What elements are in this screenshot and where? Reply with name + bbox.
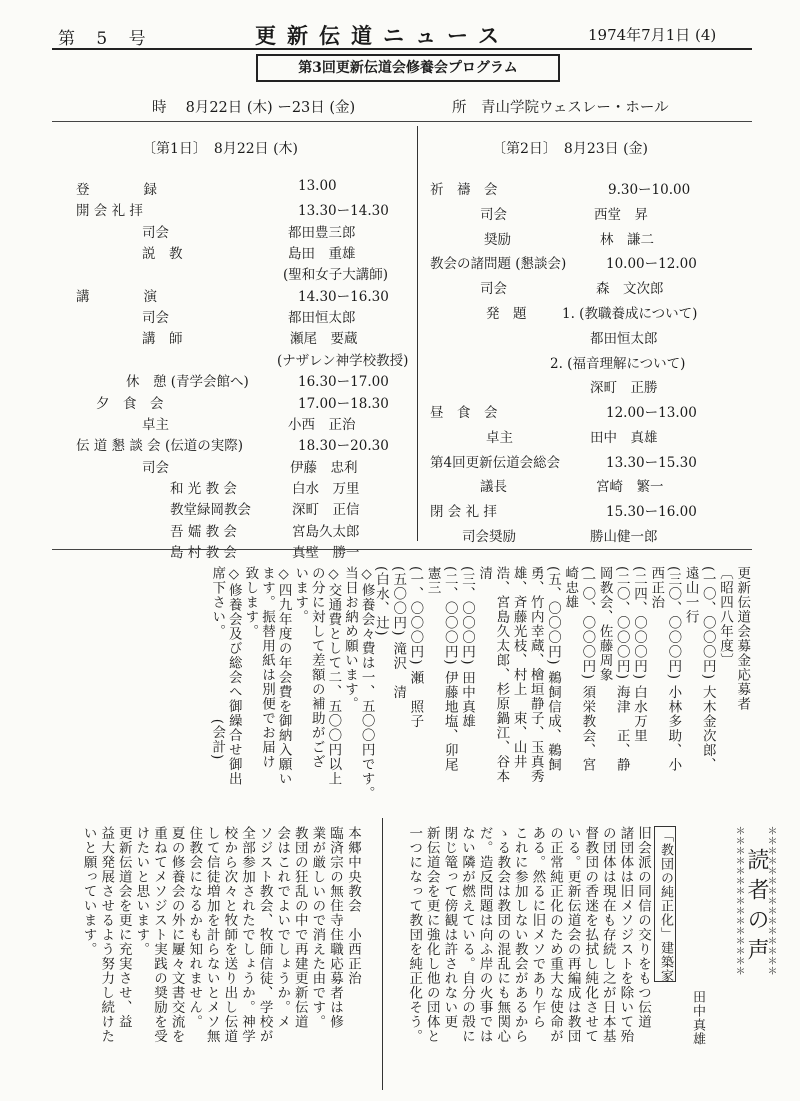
article2-column: いと願っています。 (80, 826, 97, 957)
article2-column: けたいと思います。 (133, 826, 150, 957)
day1-row-value: 13.00 (298, 178, 337, 194)
donations-column: 〔昭四八年度〕 (716, 566, 733, 668)
day1-row-label: 説 教 (142, 246, 183, 262)
day1-row-value: 18.30ー20.30 (298, 438, 389, 454)
article2-column: 校から次々と牧師を送り出し伝道 (221, 826, 238, 1044)
article2-column: 臨済宗の無住寺住職応募者は修 (327, 826, 343, 1029)
day1-row-value: 瀬尾 要蔵 (290, 331, 358, 347)
notices-column: います。 (292, 566, 309, 624)
article2-column: ソジスト教会、牧師信徒、学校が (256, 826, 273, 1044)
donations-column: (一、〇〇〇円) 瀬 照子 (407, 566, 424, 729)
day1-row-value: 伊藤 忠利 (290, 460, 358, 476)
issue-date: 1974年7月1日 (4) (588, 26, 717, 44)
article-divider (382, 818, 383, 1090)
notices-column: ◇修養会々費は一、五〇〇円です。 (358, 566, 375, 801)
day1-row-value: (聖和女子大講師) (283, 267, 389, 283)
article1-author: 田中真雄 (690, 990, 705, 1046)
donations-column: (白水、辻) (372, 566, 389, 637)
donations-column: 雄、斉藤光枝、村上 束、山井 (510, 566, 527, 769)
day2-row-value: 宮崎 繁一 (596, 479, 664, 495)
donations-column: 西正治 (648, 566, 665, 610)
donations-column: (一〇、〇〇〇円) 須栄教会、宮 (579, 566, 596, 773)
article1-column: 閉じ篭って傍観は許されない更 (441, 826, 458, 1029)
day2-row-label: 司会 (480, 281, 507, 297)
day2-row-value: 森 文次郎 (596, 281, 664, 297)
day2-row-label: 奨励 (484, 232, 511, 248)
day1-row-label: 伝 道 懇 談 会 (伝道の実際) (76, 438, 243, 454)
day1-row-label: 夕 食 会 (96, 396, 164, 412)
article2-column: 更新伝道会を更に充実させ、益 (115, 826, 132, 1029)
article1-column: いる。更新伝道会の再編成は教団 (564, 826, 581, 1044)
day2-row-value: 深町 正勝 (590, 380, 658, 396)
day1-row-value: (ナザレン神学校教授) (277, 353, 409, 369)
donations-column: 勇、竹内幸蔵、檜垣静子、玉真秀 (527, 566, 544, 784)
day1-row-label: 司会 (142, 460, 169, 476)
donations-column: (三〇、〇〇〇円) 小林多助、小 (665, 566, 682, 773)
day2-row-value: 13.30ー15.30 (606, 455, 697, 471)
day1-row-value: 白水 万里 (292, 481, 360, 497)
article2-column: 業が厳しいので消えた由です。 (309, 826, 326, 1029)
article2-column: 会はこれでよいでしょうか。メ (274, 826, 291, 1029)
notices-column: 致します。 (242, 566, 259, 639)
day1-row-value: 17.00ー18.30 (298, 396, 389, 412)
article1-column: 諸団体は旧メソジストを除いて殆 (617, 826, 634, 1044)
day-divider (417, 126, 418, 541)
day1-row-label: 講 演 (76, 289, 157, 305)
day2-row-value: 勝山健一郎 (590, 529, 658, 545)
article1-column: だ。造反問題は向ふ岸の火事では (476, 826, 493, 1044)
notices-column: の分に対して差額の補助がござ (308, 566, 325, 769)
article1-column: 旧会派の同信の交りをもつ伝道 (635, 826, 651, 1029)
day2-row-label: 祈 禱 会 (430, 182, 498, 198)
day1-row-label: 講 師 (142, 331, 183, 347)
day1-row-value: 16.30ー17.00 (298, 374, 389, 390)
day1-row-value: 13.30ー14.30 (298, 203, 389, 219)
article1-column: 一つになって教団を純正化そう。 (406, 826, 423, 1044)
donations-column: 浩、宮島久太郎、杉原鍋江、谷本 (493, 566, 510, 784)
article1-column: の団体は現在も存続し之が日本基 (599, 826, 616, 1044)
donations-column: (二、〇〇〇円) 伊藤地塩、卯尾 (441, 566, 458, 773)
day1-row-label: 卓主 (142, 417, 169, 433)
day2-row-label: 卓主 (486, 430, 513, 446)
donations-column: 更新伝道会募金応募者 (734, 566, 751, 711)
donations-column: (二〇、〇〇〇円) 海津 正、静 (613, 566, 630, 773)
day1-row-label: 和 光 教 会 (170, 481, 237, 497)
day1-row-value: 深町 正信 (292, 502, 360, 518)
section-rule (52, 549, 752, 550)
notices-column: ◇修養会及び総会へ御繰合せ御出 (225, 566, 242, 786)
place-line: 所 青山学院ウェスレー・ホール (452, 100, 669, 116)
article1-column: 新伝道会を更に強化し他の団体と (423, 826, 440, 1044)
article1-column: ない隣が燃えている。自分の殻に (459, 826, 475, 1044)
day2-heading: 〔第2日〕 8月23日 (金) (492, 141, 649, 157)
day1-row-value: 小西 正治 (288, 417, 356, 433)
article2-column: 全部参加されたでしょうか。神学 (239, 826, 255, 1044)
article1-column: ゝる教会は教団の混乱にも無関心 (494, 826, 511, 1044)
notices-column: ◇四九年度の年会費を御納入願い (275, 566, 292, 786)
star-border-right: ＊＊＊＊＊＊＊＊＊＊＊＊＊＊＊ (765, 826, 776, 976)
donations-column: 崎忠雄 (562, 566, 579, 610)
donations-column: 憲三 (424, 566, 441, 595)
donations-column: 遠山一行 (682, 566, 699, 624)
day1-row-label: 吾 嬬 教 会 (170, 524, 237, 540)
day1-row-value: 島田 重雄 (288, 246, 356, 262)
program-title: 第3回更新伝道会修養会プログラム (256, 54, 560, 82)
day2-row-label: 閉 会 礼 拝 (430, 504, 497, 520)
donations-column: (二四、〇〇〇円) 白水万里 (630, 566, 647, 744)
day2-row-label: 昼 食 会 (430, 405, 498, 421)
article2-column: 教団の狂乱の中で再建更新伝道 (291, 826, 308, 1029)
day2-row-value: 都田恒太郎 (590, 331, 658, 347)
donations-column: (五、〇〇〇円) 鵜飼信成、鵜飼 (544, 566, 561, 773)
day1-row-value: 14.30ー16.30 (298, 289, 389, 305)
issue-number: 第 5 号 (58, 29, 154, 49)
article2-column: して信徒増加を計らないとメソ無 (203, 826, 220, 1044)
day1-heading: 〔第1日〕 8月22日 (木) (142, 141, 299, 157)
day2-row-value: 12.00ー13.00 (606, 405, 697, 421)
day1-row-label: 司会 (142, 310, 169, 326)
donations-column: 清 (476, 566, 493, 581)
article1-column: の正常純正化のため重大な使命が (547, 826, 563, 1044)
article2-column: 重ねてメソジスト実践の奨励を受 (151, 826, 167, 1044)
day1-row-value: 都田恒太郎 (288, 310, 356, 326)
day2-row-label: 司会奨励 (462, 529, 516, 545)
day2-row-value: 2. (福音理解について) (550, 356, 686, 372)
day1-row-label: 島 村 教 会 (170, 545, 237, 561)
day2-row-value: 林 謙二 (600, 232, 654, 248)
article2-column: 益大発展させるよう努力し続けた (98, 826, 115, 1044)
day2-row-label: 第4回更新伝道会総会 (430, 455, 561, 471)
day2-row-value: 西堂 昇 (594, 207, 648, 223)
donations-column: (三、〇〇〇円) 田中真雄 (458, 566, 475, 729)
article1-column: これに参加しない教会があるから (511, 826, 528, 1044)
day2-row-value: 9.30ー10.00 (608, 182, 691, 198)
day1-row-label: 教堂緑岡教会 (170, 502, 251, 518)
article1-title: 「教団の純正化」建築家 (654, 826, 676, 982)
day1-row-value: 真壁 勝一 (292, 545, 360, 561)
time-line: 時 8月22日 (木) ー23日 (金) (152, 100, 356, 116)
notices-column: 当日お納め願います。 (341, 566, 358, 711)
day2-row-value: 田中 真雄 (590, 430, 658, 446)
star-border-left: ＊＊＊＊＊＊＊＊＊＊＊＊＊＊＊ (733, 826, 744, 976)
notices-column: ます。振替用紙は別便でお届け (258, 566, 275, 769)
notices-column: ◇交通費として二、五〇〇円以上 (325, 566, 342, 786)
article2-column: 住教会になるかも知れません。 (186, 826, 203, 1029)
day2-row-label: 議長 (480, 479, 507, 495)
day2-row-value: 10.00ー12.00 (606, 256, 697, 272)
day1-row-label: 開 会 礼 拝 (76, 203, 143, 219)
donations-column: 岡教会、佐藤周象 (596, 566, 613, 682)
article1-column: ある。然るに旧メソであり乍ら (529, 826, 546, 1029)
day2-row-label: 司会 (480, 207, 507, 223)
day1-row-label: 登 録 (76, 182, 157, 198)
day1-row-value: 宮島久太郎 (292, 524, 360, 540)
day1-row-value: 都田豊三郎 (288, 225, 356, 241)
article2-column: 夏の修養会の外に屢々文書交流を (168, 826, 185, 1044)
day2-row-label: 教会の諸問題 (懇談会) (430, 256, 567, 272)
day1-row-label: 休 憩 (青学会館へ) (126, 374, 249, 390)
program-rule (52, 121, 752, 122)
newspaper-title: 更新伝道ニュース (255, 23, 510, 48)
header-rule (52, 48, 752, 50)
notices-column: 席下さい。 (会計) (209, 566, 226, 761)
day2-row-value: 1. (教職養成について) (562, 306, 698, 322)
donations-column: (一〇、〇〇〇円) 大木金次郎、 (699, 566, 716, 773)
day1-row-label: 司会 (142, 225, 169, 241)
article2-author: 本郷中央教会 小西正治 (345, 826, 361, 986)
article1-column: 督教団の香迷を払拭し純化させて (582, 826, 599, 1044)
day2-row-value: 15.30ー16.00 (606, 504, 697, 520)
donations-column: (五〇〇円) 滝沢 清 (390, 566, 407, 700)
readers-voice-title: 読者の声 (744, 848, 769, 968)
day2-row-label: 発 題 (486, 306, 527, 322)
